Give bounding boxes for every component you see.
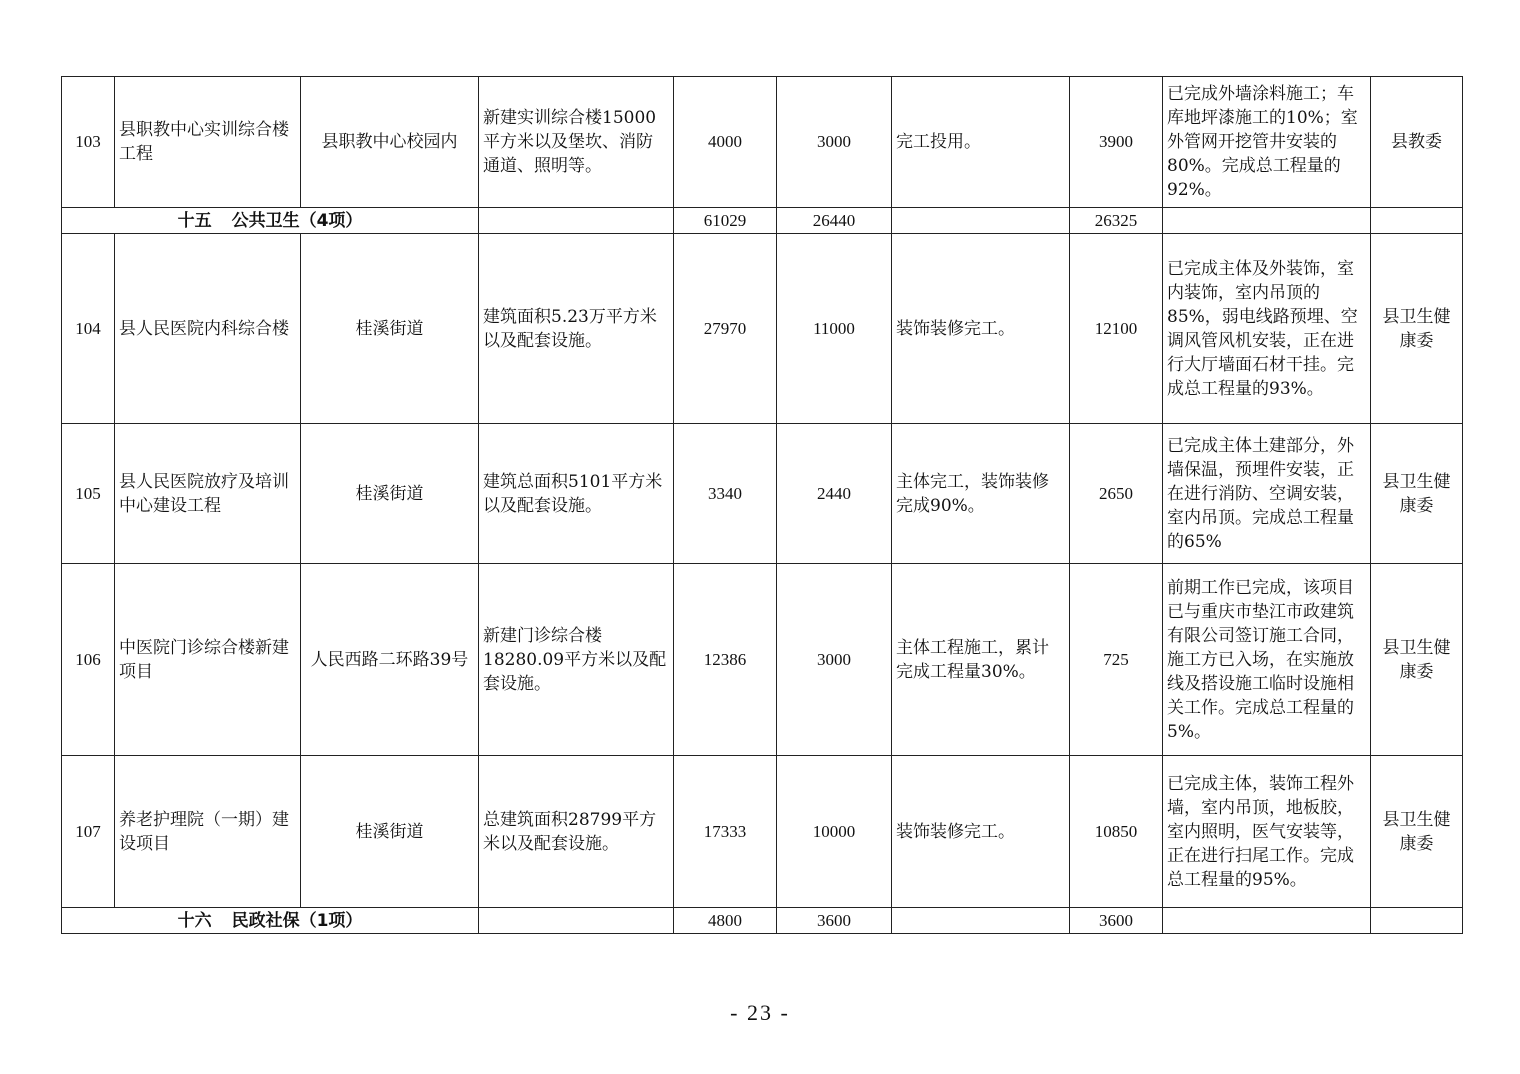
progress-description: 前期工作已完成，该项目已与重庆市垫江市政建筑有限公司签订施工合同，施工方已入场，在实施放线及搭设施工临时设施相关工作。完成总工程量的5%。	[1163, 564, 1371, 756]
completed-investment: 3900	[1070, 77, 1163, 208]
category-plan: 3600	[777, 908, 892, 934]
project-name: 县职教中心实训综合楼工程	[115, 77, 301, 208]
project-name: 县人民医院放疗及培训中心建设工程	[115, 424, 301, 564]
empty-cell	[892, 208, 1070, 234]
table-row	[62, 234, 1463, 424]
category-total: 61029	[674, 208, 777, 234]
empty-cell	[892, 908, 1070, 934]
project-number: 105	[62, 424, 115, 564]
empty-cell	[1163, 908, 1371, 934]
completed-investment: 10850	[1070, 756, 1163, 908]
project-number: 106	[62, 564, 115, 756]
project-location: 桂溪街道	[301, 234, 479, 424]
responsible-department: 县卫生健康委	[1371, 564, 1463, 756]
table-row	[62, 77, 1463, 208]
category-name: 民政社保（1项）	[231, 910, 363, 931]
project-scale: 总建筑面积28799平方米以及配套设施。	[479, 756, 674, 908]
progress-description: 已完成主体，装饰工程外墙，室内吊顶，地板胶，室内照明，医气安装等，正在进行扫尾工作。完成总工程量的95%。	[1163, 756, 1371, 908]
total-investment: 3340	[674, 424, 777, 564]
empty-cell	[1371, 208, 1463, 234]
annual-plan: 3000	[777, 564, 892, 756]
total-investment: 17333	[674, 756, 777, 908]
project-name: 中医院门诊综合楼新建项目	[115, 564, 301, 756]
project-name: 县人民医院内科综合楼	[115, 234, 301, 424]
annual-goal: 主体工程施工，累计完成工程量30%。	[892, 564, 1070, 756]
project-table	[61, 76, 1463, 934]
category-total: 4800	[674, 908, 777, 934]
category-name: 公共卫生（4项）	[231, 210, 363, 231]
category-title	[62, 208, 479, 234]
completed-investment: 12100	[1070, 234, 1163, 424]
annual-goal: 主体完工，装饰装修完成90%。	[892, 424, 1070, 564]
progress-description: 已完成主体及外装饰，室内装饰，室内吊顶的85%，弱电线路预埋、空调风管风机安装，正在进行大厅墙面石材干挂。完成总工程量的93%。	[1163, 234, 1371, 424]
project-number: 104	[62, 234, 115, 424]
project-scale: 建筑面积5.23万平方米以及配套设施。	[479, 234, 674, 424]
completed-investment: 2650	[1070, 424, 1163, 564]
category-title	[62, 908, 479, 934]
empty-cell	[479, 908, 674, 934]
table-row	[62, 424, 1463, 564]
project-location: 人民西路二环路39号	[301, 564, 479, 756]
project-location: 桂溪街道	[301, 424, 479, 564]
empty-cell	[479, 208, 674, 234]
category-row	[62, 208, 1463, 234]
table-row	[62, 564, 1463, 756]
page-number: - 23 -	[730, 1000, 790, 1025]
annual-goal: 装饰装修完工。	[892, 756, 1070, 908]
progress-description: 已完成外墙涂料施工；车库地坪漆施工的10%；室外管网开挖管井安装的80%。完成总工程量的92%。	[1163, 77, 1371, 208]
table-row	[62, 756, 1463, 908]
progress-description: 已完成主体土建部分，外墙保温，预埋件安装，正在进行消防、空调安装，室内吊顶。完成总工程量的65%	[1163, 424, 1371, 564]
annual-goal: 完工投用。	[892, 77, 1070, 208]
project-location: 桂溪街道	[301, 756, 479, 908]
category-plan: 26440	[777, 208, 892, 234]
category-number: 十五	[177, 210, 212, 231]
total-investment: 4000	[674, 77, 777, 208]
empty-cell	[1163, 208, 1371, 234]
total-investment: 12386	[674, 564, 777, 756]
empty-cell	[1371, 908, 1463, 934]
category-row	[62, 908, 1463, 934]
project-number: 107	[62, 756, 115, 908]
category-done: 26325	[1070, 208, 1163, 234]
annual-plan: 10000	[777, 756, 892, 908]
annual-plan: 11000	[777, 234, 892, 424]
project-location: 县职教中心校园内	[301, 77, 479, 208]
category-done: 3600	[1070, 908, 1163, 934]
project-scale: 新建实训综合楼15000平方米以及堡坎、消防通道、照明等。	[479, 77, 674, 208]
responsible-department: 县卫生健康委	[1371, 234, 1463, 424]
project-number: 103	[62, 77, 115, 208]
annual-plan: 3000	[777, 77, 892, 208]
project-name: 养老护理院（一期）建设项目	[115, 756, 301, 908]
responsible-department: 县卫生健康委	[1371, 424, 1463, 564]
project-scale: 建筑总面积5101平方米以及配套设施。	[479, 424, 674, 564]
project-scale: 新建门诊综合楼18280.09平方米以及配套设施。	[479, 564, 674, 756]
category-number: 十六	[177, 910, 212, 931]
responsible-department: 县教委	[1371, 77, 1463, 208]
total-investment: 27970	[674, 234, 777, 424]
annual-plan: 2440	[777, 424, 892, 564]
annual-goal: 装饰装修完工。	[892, 234, 1070, 424]
completed-investment: 725	[1070, 564, 1163, 756]
responsible-department: 县卫生健康委	[1371, 756, 1463, 908]
